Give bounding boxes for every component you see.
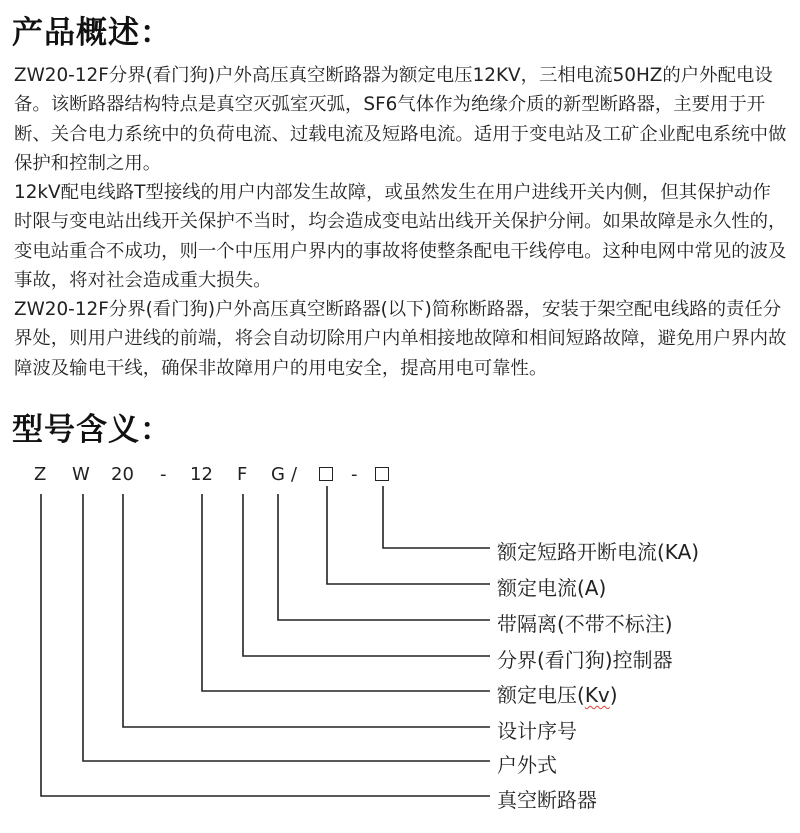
connector-g [278,494,490,620]
rated-voltage-suffix: ) [609,683,618,707]
section-heading-model-meaning: 型号含义： [12,412,172,448]
section-heading-overview: 产品概述： [12,15,172,51]
connector-12 [202,494,490,691]
connector-20 [123,494,490,727]
connector-z [41,494,490,796]
overview-paragraph-2: 12kV配电线路T型接线的用户内部发生故障，或虽然发生在用户进线开关内侧，但其保护动作时限与变电站出线开关保护不当时，均会造成变电站出线开关保护分闸。如果故障是永久性的，变电站重合不成功，则一个中压用户界内的事故将使整条配电干线停电。这种电网中常见的波及事故，将对社会造成重大损失。 [14,182,787,291]
meaning-rated-current: 额定电流(A) [497,576,607,600]
meaning-design-serial: 设计序号 [497,719,577,743]
code-char-20: 20 [111,464,134,485]
connector-f [243,494,490,656]
code-char-f: F [237,464,248,485]
meaning-outdoor-type: 户外式 [497,753,557,777]
rated-voltage-unit: Kv [584,683,610,707]
meaning-rated-voltage [497,679,618,708]
code-char-12: 12 [190,464,213,485]
meaning-isolation: 带隔离(不带不标注) [497,612,673,636]
overview-paragraph-3: ZW20-12F分界(看门狗)户外高压真空断路器(以下)简称断路器，安装于架空配电线路的责任分界处，则用户进线的前端，将会自动切除用户内单相接地故障和相间短路故障，避免用户界内故障波及输电干线，确保非故障用户的用电安全，提高用电可靠性。 [14,299,787,379]
code-char-slash: / [291,464,298,485]
connector-box-current [327,486,490,584]
overview-paragraph-1: ZW20-12F分界(看门狗)户外高压真空断路器为额定电压12KV，三相电流50HZ的户外配电设备。该断路器结构特点是真空灭弧室灭弧，SF6气体作为绝缘介质的新型断路器，主要用于开断、关合电力系统中的负荷电流、过载电流及短路电流。适用于变电站及工矿企业配电系统中做保护和控制之用。 [14,65,787,174]
rated-voltage-prefix: 额定电压( [497,683,585,707]
code-char-dash: - [160,464,167,485]
code-char-g: G [271,464,285,485]
connector-w [83,494,490,761]
code-char-z: Z [34,464,47,485]
meaning-rated-breaking-current: 额定短路开断电流(KA) [497,540,700,564]
code-char-dash-2: - [351,464,358,485]
code-char-w: W [72,464,90,485]
meaning-boundary-controller: 分界(看门狗)控制器 [497,648,673,672]
connector-box-breaking [383,486,490,548]
meaning-vacuum-breaker: 真空断路器 [497,788,597,812]
